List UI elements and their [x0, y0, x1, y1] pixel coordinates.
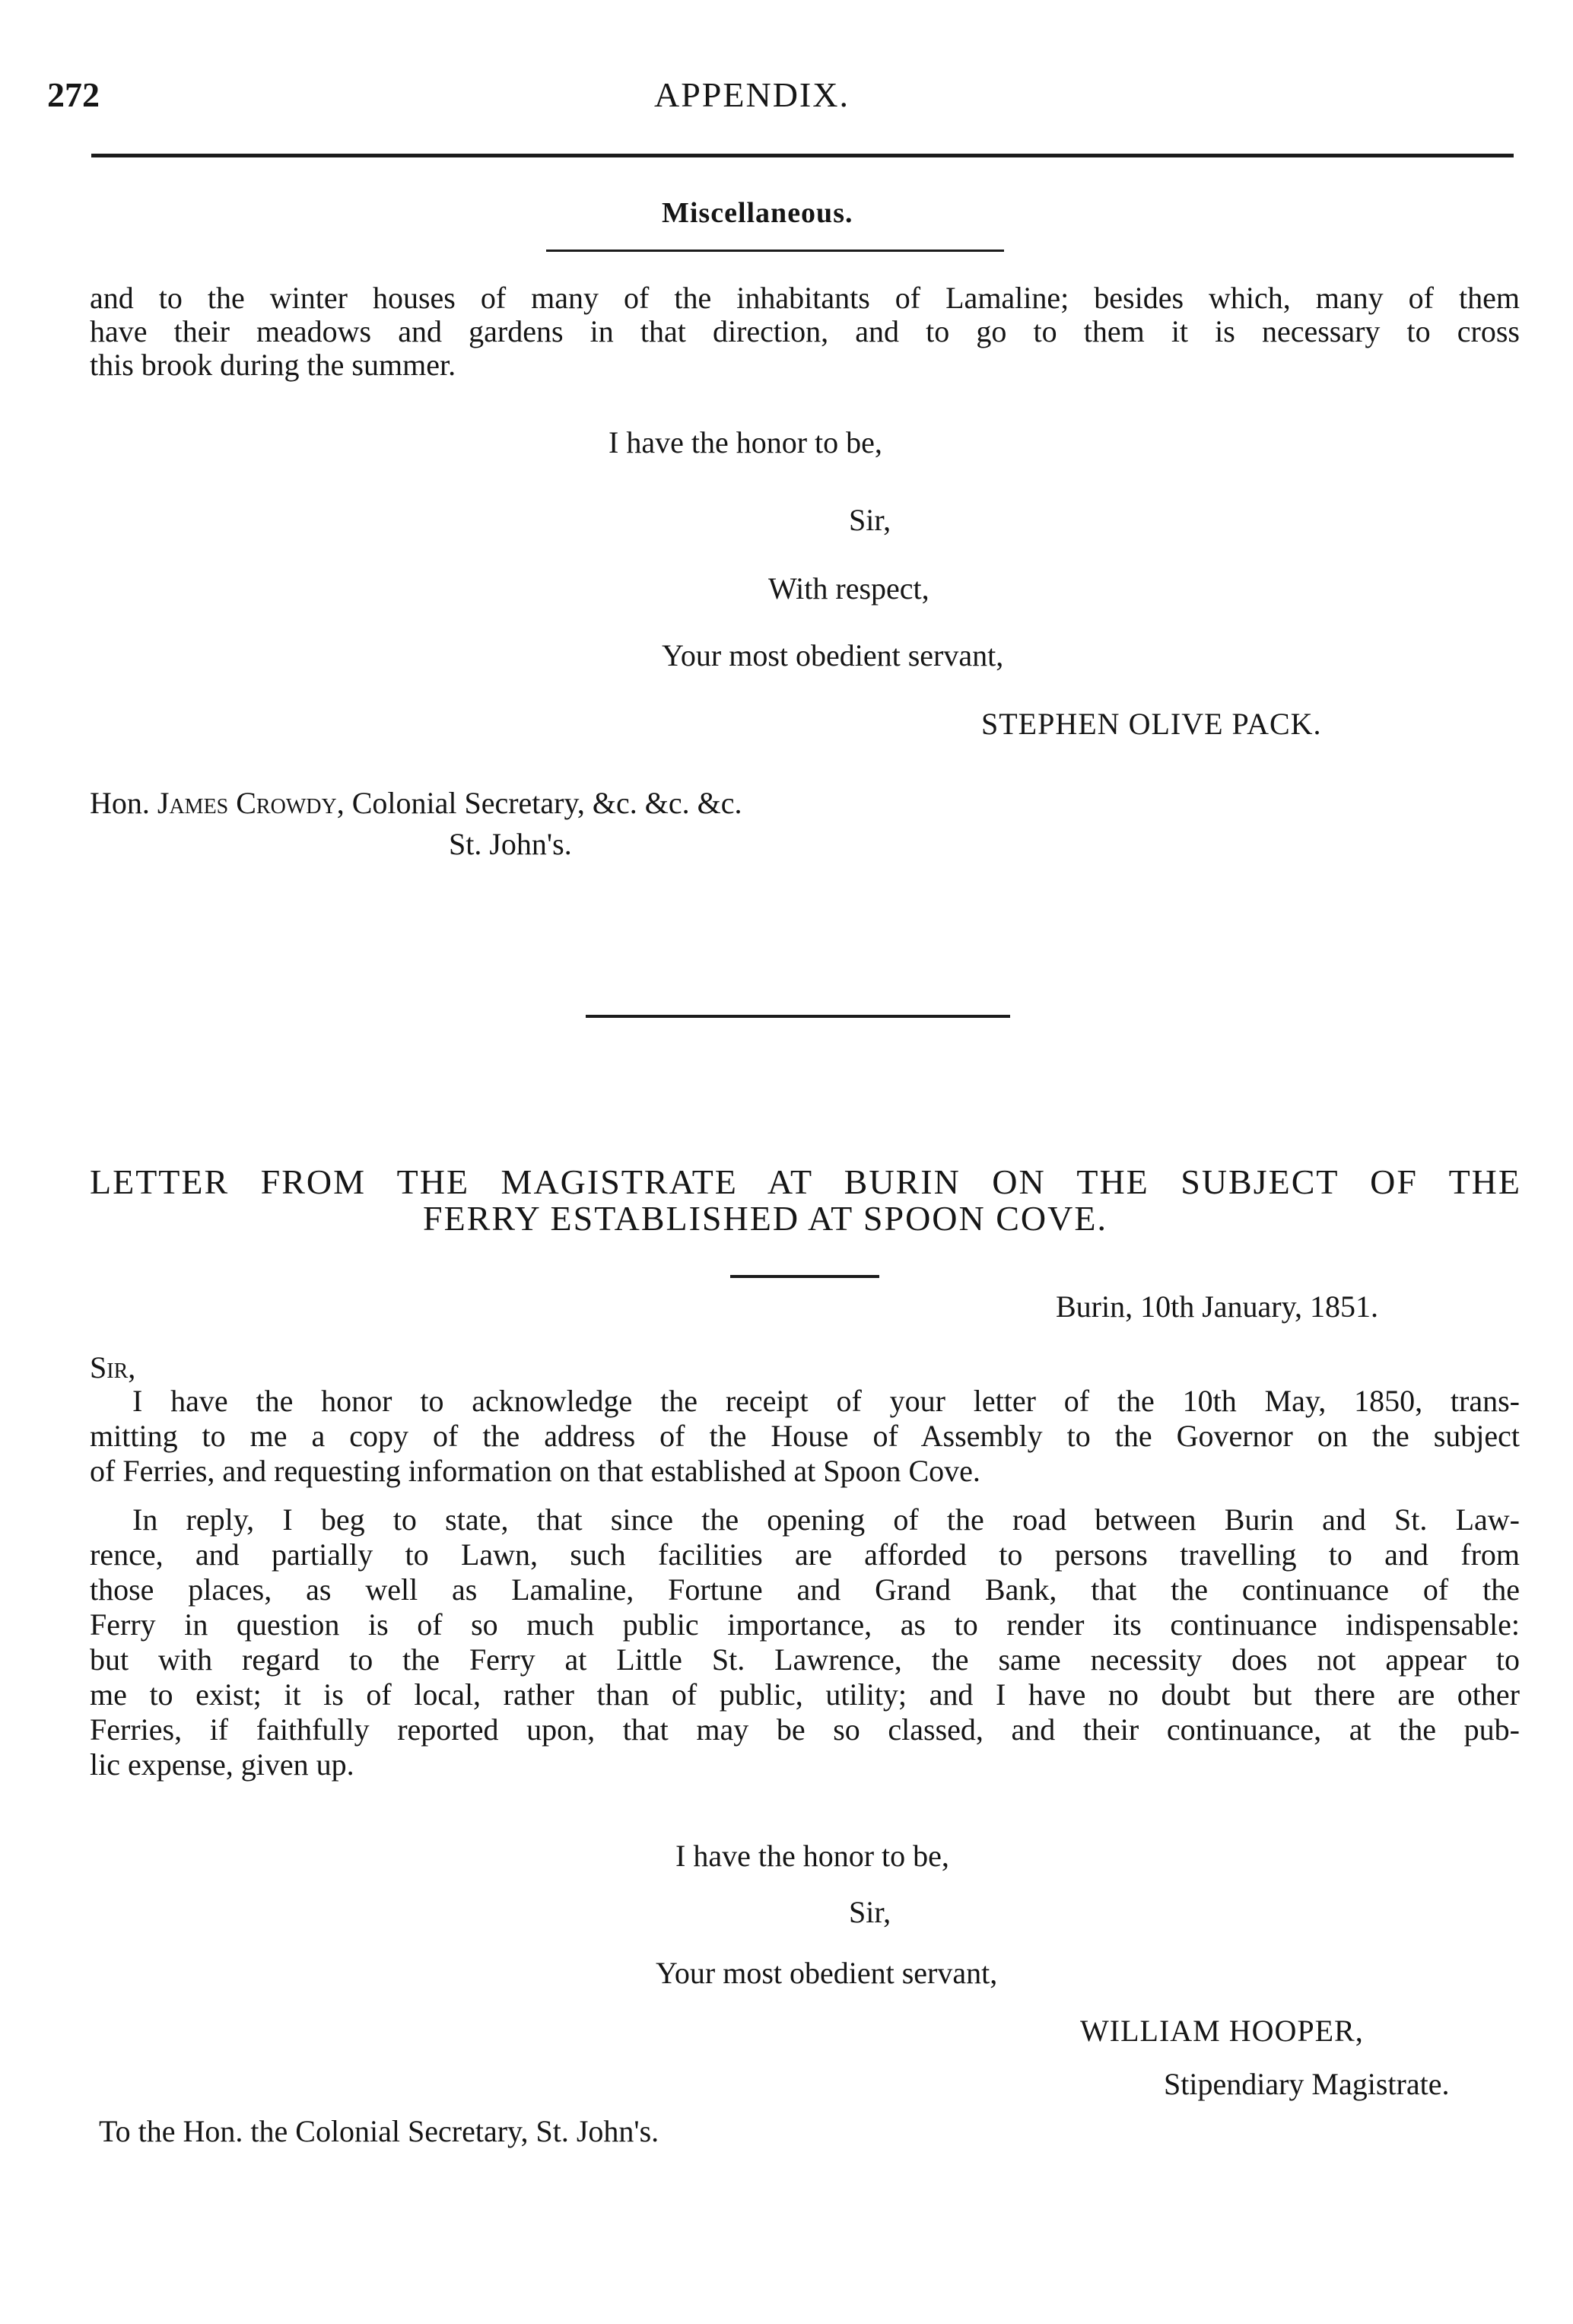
address-prefix: Hon.: [90, 786, 157, 820]
section-rule: [546, 250, 1004, 252]
text-line: have their meadows and gardens in that direction, and to go to them it is necessary to cross: [90, 314, 1520, 348]
letter2-title-line2: FERRY ESTABLISHED AT SPOON COVE.: [423, 1199, 1107, 1238]
text-line: mitting to me a copy of the address of the House of Assembly to the Governor on the subject: [90, 1419, 1520, 1453]
address-recipient-name: James Crowdy: [157, 786, 337, 820]
text-line: Ferry in question is of so much public importance, as to render its continuance indispensable:: [90, 1607, 1520, 1642]
letter1-closing-line: Your most obedient servant,: [662, 638, 1004, 672]
letter1-address-line2: St. John's.: [449, 827, 572, 861]
letter2-salutation: Sir,: [90, 1350, 136, 1385]
section-title: Miscellaneous.: [662, 197, 853, 229]
letter2-signature: WILLIAM HOOPER,: [1080, 2014, 1364, 2048]
text-line: those places, as well as Lamaline, Fortune and Grand Bank, that the continuance of the: [90, 1572, 1520, 1607]
letter2-address: To the Hon. the Colonial Secretary, St. John's.: [99, 2114, 659, 2148]
text-line: this brook during the summer.: [90, 348, 456, 382]
text-line: of Ferries, and requesting information on that established at Spoon Cove.: [90, 1454, 980, 1488]
text-line: but with regard to the Ferry at Little St. Lawrence, the same necessity does not appear to: [90, 1642, 1520, 1677]
letter1-closing-line: Sir,: [849, 503, 891, 537]
letter1-signature: STEPHEN OLIVE PACK.: [981, 707, 1322, 741]
title-rule: [730, 1275, 879, 1278]
page-number: 272: [47, 75, 100, 114]
text-line: I have the honor to acknowledge the receipt of your letter of the 10th May, 1850, trans-: [132, 1384, 1520, 1418]
letter2-dateline: Burin, 10th January, 1851.: [1056, 1289, 1379, 1324]
letter2-signature-title: Stipendiary Magistrate.: [1164, 2067, 1450, 2101]
letter1-closing-line: I have the honor to be,: [609, 425, 882, 459]
address-recipient-title: , Colonial Secretary, &c. &c. &c.: [336, 786, 742, 820]
running-head: APPENDIX.: [654, 75, 850, 114]
text-line: me to exist; it is of local, rather than of public, utility; and I have no doubt but there are other: [90, 1677, 1520, 1712]
letter2-closing-line: Your most obedient servant,: [656, 1956, 998, 1990]
text-line: In reply, I beg to state, that since the opening of the road between Burin and St. Law-: [132, 1502, 1520, 1537]
text-line: lic expense, given up.: [90, 1747, 354, 1782]
header-rule: [91, 154, 1514, 157]
separator-rule: [586, 1015, 1010, 1018]
text-line: Ferries, if faithfully reported upon, that may be so classed, and their continuance, at the pub-: [90, 1712, 1520, 1747]
letter2-title-line1: LETTER FROM THE MAGISTRATE AT BURIN ON THE SUBJECT OF THE: [90, 1162, 1521, 1201]
letter2-closing-line: Sir,: [849, 1895, 891, 1929]
letter1-address: [90, 787, 742, 820]
text-line: rence, and partially to Lawn, such facilities are afforded to persons travelling to and from: [90, 1537, 1520, 1572]
letter2-closing-line: I have the honor to be,: [675, 1839, 949, 1873]
text-line: and to the winter houses of many of the inhabitants of Lamaline; besides which, many of them: [90, 281, 1520, 315]
letter1-closing-line: With respect,: [768, 571, 930, 606]
